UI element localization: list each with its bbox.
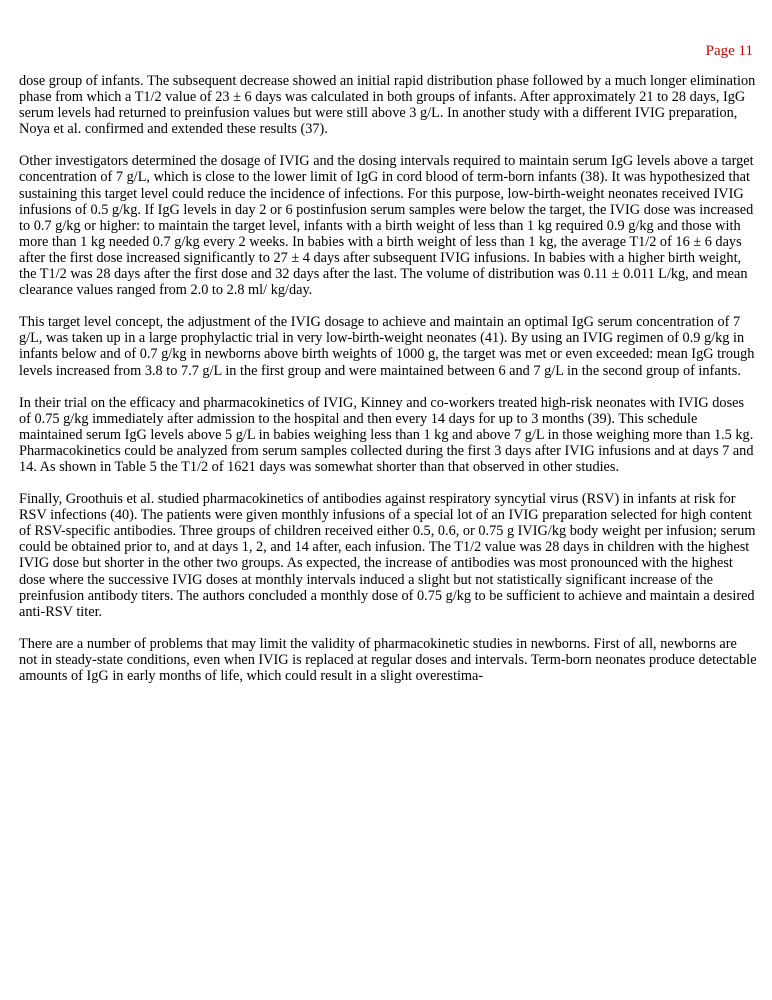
paragraph-1: dose group of infants. The subsequent decrease showed an initial rapid distribution phase followed by a much longer elimination phase from which a T1/2 value of 23 ± 6 days was calculated in both groups of infants. After approximately 21 to 28 days, IgG serum levels had returned to preinfusion values but were still above 3 g/L. In another study with a different IVIG preparation, Noya et al. confirmed and extended these results (37). bbox=[19, 73, 756, 138]
document-body bbox=[19, 73, 757, 700]
paragraph-6: There are a number of problems that may limit the validity of pharmacokinetic studies in newborns. First of all, newborns are not in steady-state conditions, even when IVIG is replaced at regular doses and intervals. Term-born neonates produce detectable amounts of IgG in early months of life, which could result in a slight overestima- bbox=[19, 635, 757, 684]
paragraph-5: Finally, Groothuis et al. studied pharmacokinetics of antibodies against respiratory syncytial virus (RSV) in infants at risk for RSV infections (40). The patients were given monthly infusions of a special lot of an IVIG preparation selected for high content of RSV-specific antibodies. Three groups of children received either 0.5, 0.6, or 0.75 g IVIG/kg body weight per infusion; serum could be obtained prior to, and at days 1, 2, and 14 after, each infusion. The T1/2 value was 28 days in children with the highest IVIG dose but shorter in the other two groups. As expected, the increase of antibodies was most pronounced with the highest dose where the successive IVIG doses at monthly intervals induced a slight but not statistically significant increase of the preinfusion antibody titers. The authors concluded a monthly dose of 0.75 g/kg to be sufficient to achieve and maintain a desired anti-RSV titer. bbox=[19, 491, 756, 620]
paragraph-2: Other investigators determined the dosage of IVIG and the dosing intervals required to maintain serum IgG levels above a target concentration of 7 g/L, which is close to the lower limit of IgG in cord blood of term-born infants (38). It was hypothesized that sustaining this target level could reduce the incidence of infections. For this purpose, low-birth-weight neonates received IVIG infusions of 0.5 g/kg. If IgG levels in day 2 or 6 postinfusion serum samples were below the target, the IVIG dose was increased to 0.7 g/kg or higher: to maintain the target level, infants with a birth weight of less than 1 kg required 0.9 g/kg and those with more than 1 kg needed 0.7 g/kg every 2 weeks. In babies with a birth weight of less than 1 kg, the average T1/2 of 16 ± 6 days after the first dose increased significantly to 27 ± 4 days after subsequent IVIG infusions. In babies with a higher birth weight, the T1/2 was 28 days after the first dose and 32 days after the last. The volume of distribution was 0.11 ± 0.011 L/kg, and mean clearance values ranged from 2.0 to 2.8 ml/ kg/day. bbox=[19, 153, 754, 299]
page-number: Page 11 bbox=[705, 43, 753, 59]
paragraph-4: In their trial on the efficacy and pharmacokinetics of IVIG, Kinney and co-workers treated high-risk neonates with IVIG doses of 0.75 g/kg immediately after admission to the hospital and then every 14 days for up to 3 months (39). This schedule maintained serum IgG levels above 5 g/L in babies weighing less than 1 kg and above 7 g/L in those weighing more than 1.5 kg. Pharmacokinetics could be analyzed from serum samples collected during the first 3 days after IVIG infusions and at days 7 and 14. As shown in Table 5 the T1/2 of 1621 days was somewhat shorter than that observed in other studies. bbox=[19, 394, 754, 475]
paragraph-3: This target level concept, the adjustment of the IVIG dosage to achieve and maintain an optimal IgG serum concentration of 7 g/L, was taken up in a large prophylactic trial in very low-birth-weight neonates (41). By using an IVIG regimen of 0.9 g/kg in infants below and of 0.7 g/kg in newborns above birth weights of 1000 g, the target was met or even exceeded: mean IgG trough levels increased from 3.8 to 7.7 g/L in the first group and were maintained between 6 and 7 g/L in the second group of infants. bbox=[19, 314, 755, 379]
